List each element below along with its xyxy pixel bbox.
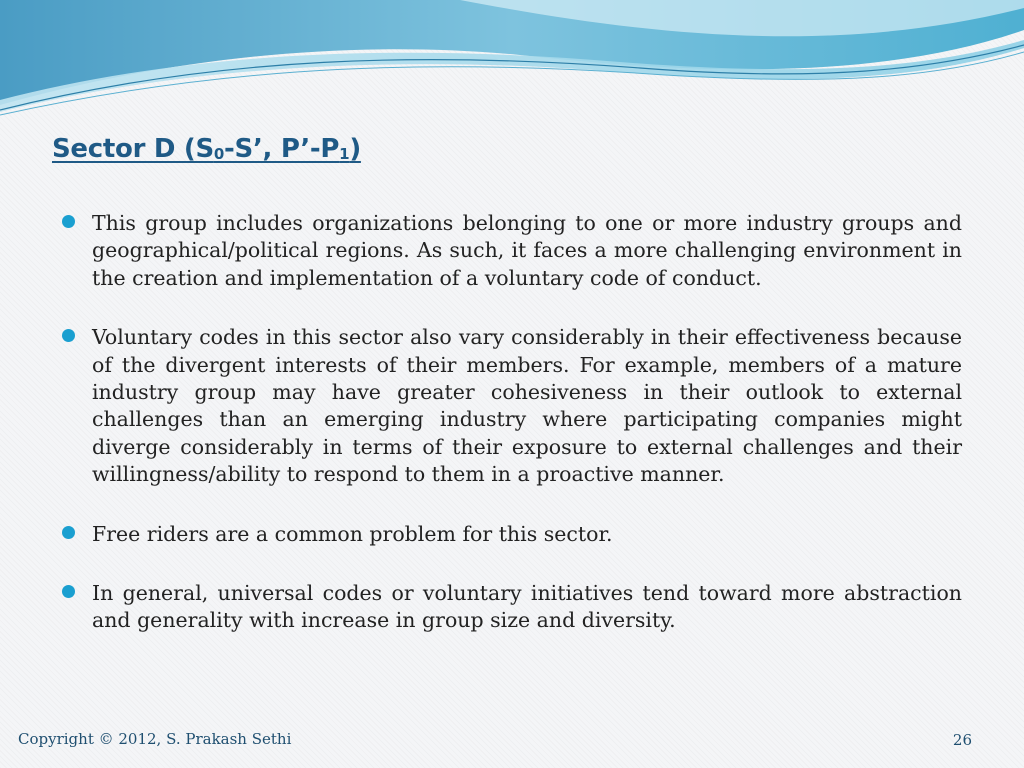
bullet-text: This group includes organizations belonging to one or more industry groups and geographical/political regions. As such, it faces a more challenging environment in the creation and implementation of a voluntary code of conduct. — [92, 211, 962, 290]
bullet-item — [62, 580, 962, 635]
bullet-text: Free riders are a common problem for this sector. — [92, 521, 613, 546]
bullet-text: In general, universal codes or voluntary initiatives tend toward more abstraction and generality with increase in group size and diversity. — [92, 581, 962, 633]
bullet-dot-icon — [62, 526, 75, 539]
copyright-footer: Copyright © 2012, S. Prakash Sethi — [18, 730, 292, 748]
header-wave-decoration — [0, 0, 1024, 120]
bullet-item — [62, 521, 962, 548]
bullet-dot-icon — [62, 215, 75, 228]
bullet-item — [62, 210, 962, 292]
bullet-item — [62, 324, 962, 488]
bullet-dot-icon — [62, 329, 75, 342]
bullet-text: Voluntary codes in this sector also vary considerably in their effectiveness because of the divergent interests of their members. For example, members of a mature industry group may have greater cohesiveness in their outlook to external challenges than an emerging industry where participating companies might diverge considerably in terms of their exposure to external challenges and their willingness/ability to respond to them in a proactive manner. — [92, 325, 962, 487]
slide-title: Sector D ($S_0-S$’, $P’-P_1$) — [52, 134, 361, 164]
page-number: 26 — [952, 731, 972, 749]
bullet-dot-icon — [62, 585, 75, 598]
bullet-list — [62, 210, 962, 667]
